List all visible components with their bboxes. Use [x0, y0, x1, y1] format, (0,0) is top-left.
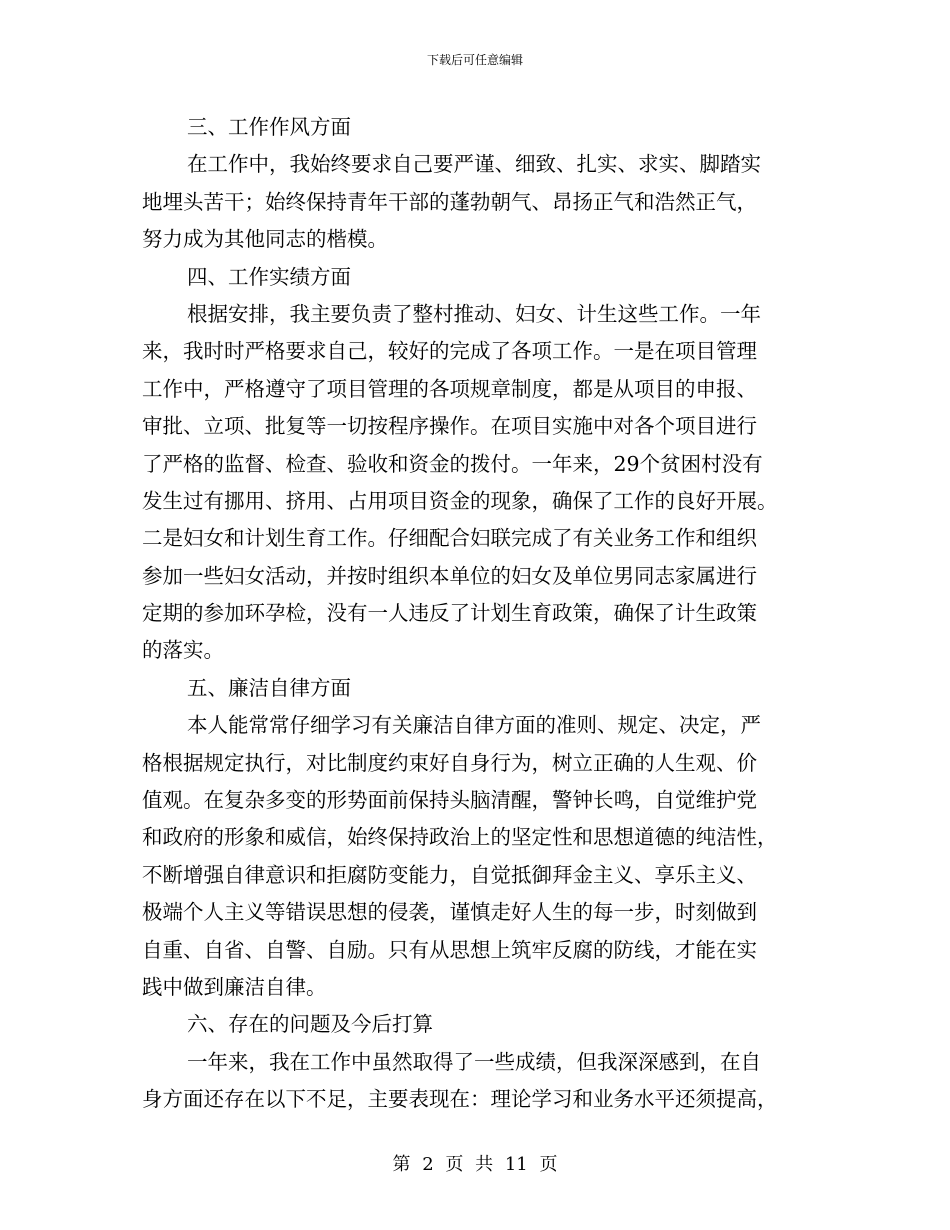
paragraph-line: 践中做到廉洁自律。 — [142, 974, 327, 999]
section-heading-integrity: 五、廉洁自律方面 — [187, 675, 351, 700]
paragraph-line: 和政府的形象和威信，始终保持政治上的坚定性和思想道德的纯洁性， — [142, 825, 778, 850]
paragraph-line: 审批、立项、批复等一切按程序操作。在项目实施中对各个项目进行 — [142, 414, 757, 439]
section-heading-work-results: 四、工作实绩方面 — [187, 264, 351, 289]
paragraph-line: 参加一些妇女活动，并按时组织本单位的妇女及单位男同志家属进行 — [142, 563, 757, 588]
section-heading-work-style: 三、工作作风方面 — [187, 115, 351, 139]
paragraph-line: 努力成为其他同志的楷模。 — [142, 227, 388, 252]
paragraph-line: 格根据规定执行，对比制度约束好自身行为，树立正确的人生观、价 — [142, 750, 757, 775]
paragraph-line: 地埋头苦干；始终保持青年干部的蓬勃朝气、昂扬正气和浩然正气， — [142, 189, 757, 214]
paragraph-line: 在工作中，我始终要求自己要严谨、细致、扎实、求实、脚踏实 — [187, 152, 761, 177]
paragraph-line: 工作中，严格遵守了项目管理的各项规章制度，都是从项目的申报、 — [142, 376, 757, 401]
section-heading-problems-plans: 六、存在的问题及今后打算 — [187, 1012, 433, 1037]
document-body — [142, 109, 808, 1119]
paragraph-line: 定期的参加环孕检，没有一人违反了计划生育政策，确保了计生政策 — [142, 601, 757, 626]
paragraph-line: 一年来，我在工作中虽然取得了一些成绩，但我深深感到，在自 — [187, 1049, 761, 1074]
page-number-footer: 第 2 页 共 11 页 — [392, 1154, 558, 1175]
paragraph-line: 了严格的监督、检查、验收和资金的拨付。一年来，29个贫困村没有 — [142, 451, 763, 476]
paragraph-line: 的落实。 — [142, 638, 224, 663]
paragraph-line: 来，我时时严格要求自己，较好的完成了各项工作。一是在项目管理 — [142, 339, 757, 364]
paragraph-line: 身方面还存在以下不足，主要表现在：理论学习和业务水平还须提高， — [142, 1087, 778, 1112]
paragraph-line: 二是妇女和计划生育工作。仔细配合妇联完成了有关业务工作和组织 — [142, 526, 757, 551]
paragraph-line: 极端个人主义等错误思想的侵袭，谨慎走好人生的每一步，时刻做到 — [142, 900, 757, 925]
paragraph-line: 值观。在复杂多变的形势面前保持头脑清醒，警钟长鸣，自觉维护党 — [142, 788, 757, 813]
paragraph-line: 自重、自省、自警、自励。只有从思想上筑牢反腐的防线，才能在实 — [142, 937, 757, 962]
page-header: 下载后可任意编辑 — [426, 53, 523, 67]
paragraph-line: 不断增强自律意识和拒腐防变能力，自觉抵御拜金主义、享乐主义、 — [142, 862, 757, 887]
paragraph-line: 根据安排，我主要负责了整村推动、妇女、计生这些工作。一年 — [187, 301, 761, 326]
paragraph-line: 发生过有挪用、挤用、占用项目资金的现象，确保了工作的良好开展。 — [142, 488, 778, 513]
paragraph-line: 本人能常常仔细学习有关廉洁自律方面的准则、规定、决定，严 — [187, 713, 761, 738]
